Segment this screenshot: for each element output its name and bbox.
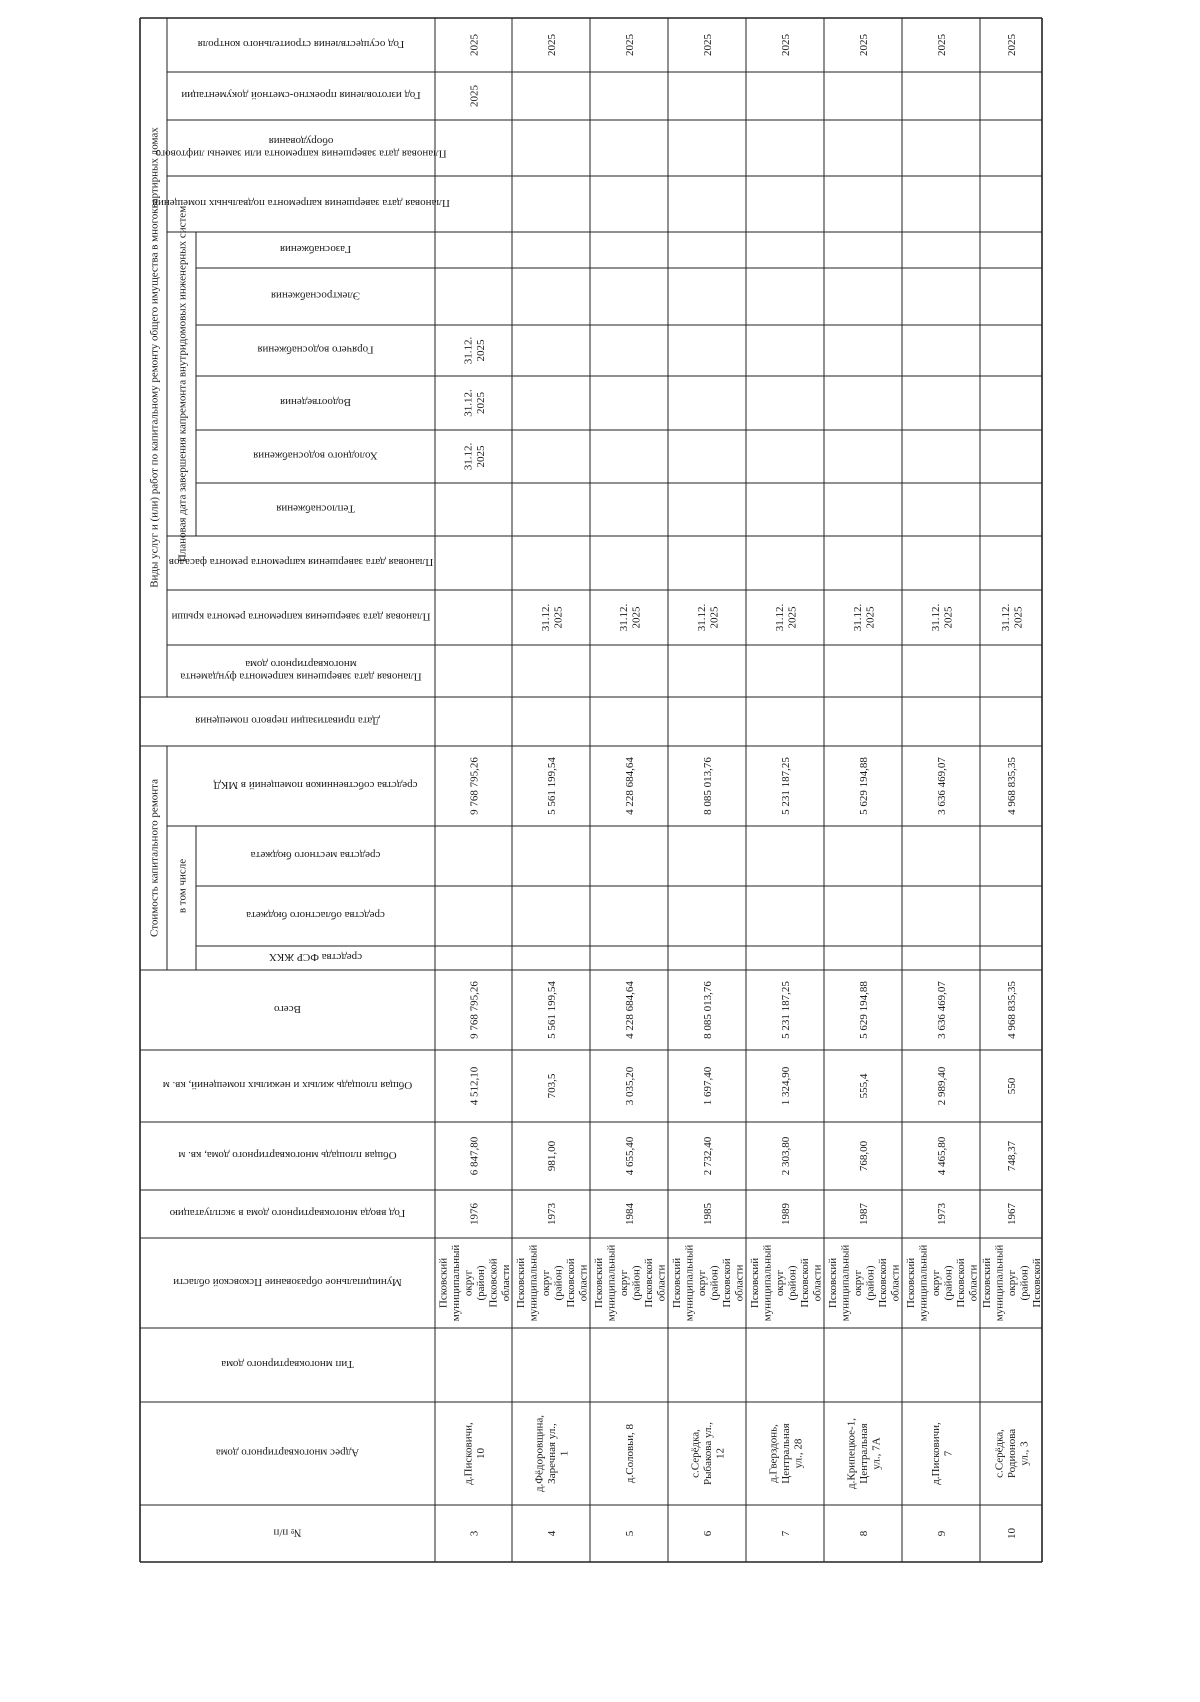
header-cost-regional: средства областного бюджета bbox=[246, 909, 385, 921]
cell-roof: 31.12.2025 bbox=[617, 603, 643, 632]
header-systems-group: Плановая дата завершения капремонта внутридомовых инженерных систем bbox=[176, 205, 189, 563]
header-cost-fsr: средства ФСР ЖКХ bbox=[268, 951, 363, 963]
cell-cost-total: 8 085 013,76 bbox=[702, 981, 714, 1039]
cell-roof: 31.12.2025 bbox=[539, 603, 565, 632]
cell-cost-total: 4 228 684,64 bbox=[624, 981, 636, 1039]
header-cost-total: Всего bbox=[274, 1003, 301, 1015]
cell-construction-control: 2025 bbox=[702, 34, 714, 56]
cell-num: 3 bbox=[468, 1530, 481, 1537]
cell-num: 8 bbox=[858, 1530, 870, 1537]
cell-year: 1973 bbox=[936, 1203, 948, 1225]
cell-living-area: 3 035,20 bbox=[624, 1066, 636, 1106]
header-total-area: Общая площадь многоквартирного дома, кв. м bbox=[178, 1149, 397, 1161]
header-hot-water: Горячего водоснабжения bbox=[257, 343, 374, 356]
cell-year: 1967 bbox=[1006, 1203, 1018, 1225]
cell-address: д.Соловьи, 8 bbox=[624, 1423, 636, 1484]
cell-address: д.Писковичи,10 bbox=[462, 1422, 487, 1485]
cell-municipality: Псковскиймуниципальныйокруг(район)Псковскойобласти bbox=[904, 1244, 980, 1322]
cell-num: 9 bbox=[936, 1530, 948, 1537]
cell-municipality: Псковскиймуниципальныйокруг(район)Псковскойобласти bbox=[592, 1244, 668, 1322]
cell-address: д.Фёдоровщина,Заречная ул.,1 bbox=[533, 1414, 571, 1493]
header-house-type: Тип многоквартирного дома bbox=[221, 1358, 354, 1370]
cell-roof: 31.12.2025 bbox=[929, 603, 955, 632]
cell-cost-owners: 9 768 795,26 bbox=[468, 757, 481, 815]
cell-living-area: 550 bbox=[1006, 1077, 1018, 1095]
header-municipality: Муниципальное образование Псковской области bbox=[173, 1276, 402, 1288]
table-body bbox=[437, 34, 1043, 1540]
cell-address: д.Крипецкое-1,Центральнаяул., 7А bbox=[845, 1418, 883, 1489]
header-foundation: Плановая дата завершения капремонта фундаментамногоквартирного дома bbox=[180, 657, 422, 683]
header-cost-local: средства местного бюджета bbox=[250, 849, 381, 861]
cell-cost-total: 4 968 835,35 bbox=[1006, 981, 1018, 1039]
cell-living-area: 2 989,40 bbox=[936, 1066, 948, 1106]
header-heating: Теплоснабжения bbox=[276, 502, 355, 515]
cell-living-area: 555,4 bbox=[858, 1073, 870, 1099]
cell-roof: 31.12.2025 bbox=[695, 603, 721, 632]
cell-municipality: Псковскиймуниципальныйокруг(район)Псковскойобласти bbox=[514, 1244, 590, 1322]
cell-construction-control: 2025 bbox=[468, 34, 481, 56]
cell-year: 1973 bbox=[546, 1203, 558, 1225]
header-cost-group: Стоимость капитального ремонта bbox=[148, 779, 161, 937]
cell-municipality: Псковскиймуниципальныйокруг(район)Псковскойобласти bbox=[670, 1244, 746, 1322]
header-design-docs: Год изготовления проектно-сметной документации bbox=[181, 89, 421, 101]
cell-cost-owners: 4 228 684,64 bbox=[624, 757, 636, 815]
cell-design-docs: 2025 bbox=[468, 85, 481, 107]
cell-municipality: Псковскиймуниципальныйокруг(район)Псковскойобласти bbox=[826, 1244, 902, 1322]
cell-cost-total: 9 768 795,26 bbox=[468, 981, 481, 1039]
cell-address: с.Серёдка,Рыбакова ул.,12 bbox=[689, 1422, 727, 1485]
cell-living-area: 703,5 bbox=[546, 1073, 558, 1099]
cell-total-area: 2 732,40 bbox=[702, 1136, 714, 1176]
cell-total-area: 4 655,40 bbox=[624, 1136, 636, 1176]
header-privatization: Дата приватизации первого помещения bbox=[195, 714, 380, 727]
cell-num: 10 bbox=[1006, 1528, 1018, 1539]
header-address: Адрес многоквартирного дома bbox=[215, 1446, 360, 1459]
cell-cold-water: 31.12.2025 bbox=[462, 442, 487, 471]
cell-construction-control: 2025 bbox=[780, 34, 792, 56]
cell-roof: 31.12.2025 bbox=[773, 603, 799, 632]
cell-construction-control: 2025 bbox=[546, 34, 558, 56]
cell-construction-control: 2025 bbox=[858, 34, 870, 56]
cell-roof: 31.12.2025 bbox=[851, 603, 877, 632]
cell-num: 4 bbox=[546, 1530, 558, 1537]
header-construction-control: Год осуществления строительного контроля bbox=[197, 38, 405, 50]
cell-roof: 31.12.2025 bbox=[999, 603, 1025, 632]
cell-address: д.Гверздонь,Центральнаяул., 28 bbox=[767, 1423, 805, 1484]
cell-num: 5 bbox=[624, 1530, 636, 1537]
cell-total-area: 981,00 bbox=[546, 1140, 558, 1172]
cell-living-area: 4 512,10 bbox=[468, 1066, 481, 1106]
cell-num: 6 bbox=[702, 1530, 714, 1537]
cell-construction-control: 2025 bbox=[624, 34, 636, 56]
cell-cost-total: 5 629 194,88 bbox=[858, 981, 870, 1039]
cell-total-area: 768,00 bbox=[858, 1140, 870, 1172]
cell-address: с.Серёдка,Родионоваул., 3 bbox=[993, 1428, 1031, 1479]
cell-cost-total: 3 636 469,07 bbox=[936, 981, 948, 1039]
cell-year: 1989 bbox=[780, 1203, 792, 1225]
header-elevator: Плановая дата завершения капремонта или замены лифтовогооборудования bbox=[155, 134, 447, 160]
header-cost-including: в том числе bbox=[176, 858, 189, 914]
cell-total-area: 4 465,80 bbox=[936, 1136, 948, 1176]
cell-cost-owners: 4 968 835,35 bbox=[1006, 757, 1018, 815]
header-year: Год ввода многоквартирного дома в эксплуатацию bbox=[169, 1207, 406, 1219]
cell-total-area: 2 303,80 bbox=[780, 1136, 792, 1176]
cell-cost-owners: 5 561 199,54 bbox=[546, 757, 558, 815]
cell-address: д.Писковичи,7 bbox=[929, 1422, 955, 1485]
header-gas: Газоснабжения bbox=[279, 243, 352, 255]
cell-total-area: 6 847,80 bbox=[468, 1136, 481, 1176]
cell-cost-total: 5 231 187,25 bbox=[780, 981, 792, 1039]
cell-municipality: Псковскиймуниципальныйокруг(район)Псковскойобласти bbox=[437, 1244, 512, 1322]
cell-living-area: 1 324,90 bbox=[780, 1066, 792, 1106]
cell-cost-owners: 5 629 194,88 bbox=[858, 757, 870, 815]
header-roof: Плановая дата завершения капремонта ремонта крыши bbox=[171, 610, 431, 623]
cell-municipality: Псковскиймуниципальныйокруг(район)Псковскойобласти bbox=[748, 1244, 824, 1322]
cell-drainage: 31.12.2025 bbox=[462, 389, 487, 417]
cell-construction-control: 2025 bbox=[936, 34, 948, 56]
header-works-group: Виды услуг и (или) работ по капитальному ремонту общего имущества в многоквартирных домах bbox=[148, 127, 161, 588]
cell-cost-owners: 8 085 013,76 bbox=[702, 757, 714, 815]
cell-living-area: 1 697,40 bbox=[702, 1066, 714, 1106]
header-cold-water: Холодного водоснабжения bbox=[253, 449, 378, 462]
table-header bbox=[149, 38, 450, 1539]
header-electric: Электроснабжения bbox=[270, 289, 361, 302]
cell-cost-total: 5 561 199,54 bbox=[546, 981, 558, 1039]
header-facade: Плановая дата завершения капремонта ремонта фасадов bbox=[168, 556, 434, 568]
header-living-area: Общая площадь жилых и нежилых помещений, кв. м bbox=[162, 1079, 413, 1091]
cell-hot-water: 31.12.2025 bbox=[462, 336, 487, 365]
cell-total-area: 748,37 bbox=[1006, 1140, 1018, 1172]
cell-num: 7 bbox=[780, 1530, 792, 1537]
cell-year: 1984 bbox=[624, 1203, 636, 1225]
header-basement: Плановая дата завершения капремонта подвальных помещений bbox=[152, 197, 450, 209]
cell-year: 1976 bbox=[468, 1203, 481, 1225]
header-cost-owners: средства собственников помещений в МКД bbox=[213, 779, 418, 791]
header-drainage: Водоотведения bbox=[280, 396, 351, 408]
cell-construction-control: 2025 bbox=[1006, 34, 1018, 56]
cell-year: 1987 bbox=[858, 1203, 870, 1225]
header-num: № п/п bbox=[273, 1526, 302, 1539]
cell-cost-owners: 3 636 469,07 bbox=[936, 757, 948, 815]
cell-year: 1985 bbox=[702, 1203, 714, 1225]
cell-municipality: Псковскиймуниципальныйокруг(район)Псковской bbox=[981, 1244, 1043, 1322]
cell-cost-owners: 5 231 187,25 bbox=[780, 757, 792, 815]
